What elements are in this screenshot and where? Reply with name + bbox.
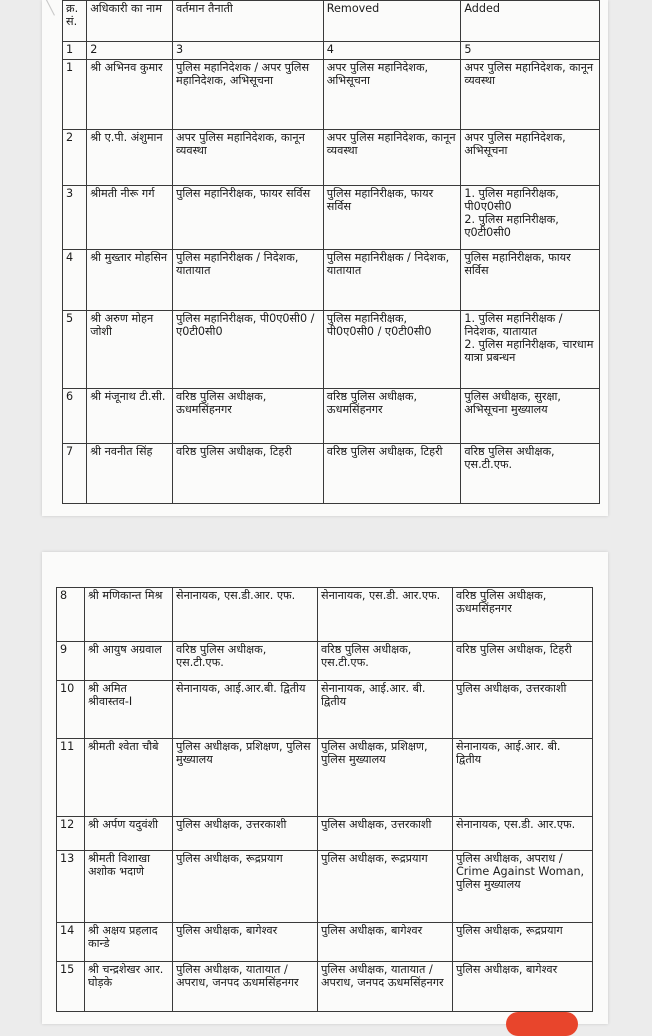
row-current-posting: सेनानायक, एस.डी.आर. एफ. xyxy=(173,588,318,642)
row-officer-name: श्री मुख्तार मोहसिन xyxy=(87,250,173,311)
column-number: 5 xyxy=(461,42,600,60)
row-removed: पुलिस अधीक्षक, यातायात / अपराध, जनपद ऊधमसिंहनगर xyxy=(318,962,453,1012)
row-sno: 11 xyxy=(57,739,85,817)
fold-mark-icon: ╲ xyxy=(46,0,55,16)
row-officer-name: श्री चन्द्रशेखर आर. घोड़के xyxy=(85,962,173,1012)
row-sno: 2 xyxy=(63,130,87,186)
header-sno: क्र. सं. xyxy=(63,1,87,42)
row-removed: पुलिस अधीक्षक, बागेश्वर xyxy=(318,923,453,962)
header-current-posting: वर्तमान तैनाती xyxy=(173,1,324,42)
row-added: अपर पुलिस महानिदेशक, कानून व्यवस्था xyxy=(461,60,600,130)
table-row xyxy=(57,642,593,681)
row-officer-name: श्री मणिकान्त मिश्र xyxy=(85,588,173,642)
row-sno: 4 xyxy=(63,250,87,311)
row-sno: 13 xyxy=(57,851,85,923)
row-current-posting: पुलिस अधीक्षक, रूद्रप्रयाग xyxy=(173,851,318,923)
row-removed: वरिष्ठ पुलिस अधीक्षक, ऊधमसिंहनगर xyxy=(323,389,461,444)
row-officer-name: श्री आयुष अग्रवाल xyxy=(85,642,173,681)
table-header-row xyxy=(63,1,600,42)
table-row xyxy=(57,817,593,851)
row-current-posting: पुलिस अधीक्षक, उत्तरकाशी xyxy=(173,817,318,851)
row-current-posting: पुलिस महानिदेशक / अपर पुलिस महानिदेशक, अभिसूचना xyxy=(173,60,324,130)
row-sno: 3 xyxy=(63,186,87,250)
row-added: पुलिस अधीक्षक, उत्तरकाशी xyxy=(453,681,593,739)
row-officer-name: श्री अभिनव कुमार xyxy=(87,60,173,130)
row-removed: पुलिस महानिरीक्षक, पी0ए0सी0 / ए0टी0सी0 xyxy=(323,311,461,389)
row-sno: 9 xyxy=(57,642,85,681)
row-removed: पुलिस महानिरीक्षक / निदेशक, यातायात xyxy=(323,250,461,311)
document-page-2 xyxy=(42,552,608,1024)
table-row xyxy=(63,60,600,130)
row-removed: पुलिस अधीक्षक, रूद्रप्रयाग xyxy=(318,851,453,923)
row-officer-name: श्रीमती नीरू गर्ग xyxy=(87,186,173,250)
column-number: 3 xyxy=(173,42,324,60)
row-added: 1. पुलिस महानिरीक्षक, पी0ए0सी0 2. पुलिस महानिरीक्षक, ए0टी0सी0 xyxy=(461,186,600,250)
header-officer-name: अधिकारी का नाम xyxy=(87,1,173,42)
table-row xyxy=(63,311,600,389)
row-current-posting: पुलिस महानिरीक्षक / निदेशक, यातायात xyxy=(173,250,324,311)
table-row xyxy=(57,681,593,739)
row-added: सेनानायक, एस.डी. आर.एफ. xyxy=(453,817,593,851)
row-added: 1. पुलिस महानिरीक्षक / निदेशक, यातायात 2. पुलिस महानिरीक्षक, चारधाम यात्रा प्रबन्धन xyxy=(461,311,600,389)
document-page-1 xyxy=(42,0,608,516)
row-added: वरिष्ठ पुलिस अधीक्षक, टिहरी xyxy=(453,642,593,681)
table-row xyxy=(57,739,593,817)
row-added: वरिष्ठ पुलिस अधीक्षक, एस.टी.एफ. xyxy=(461,444,600,504)
row-sno: 10 xyxy=(57,681,85,739)
table-row xyxy=(63,130,600,186)
header-removed: Removed xyxy=(323,1,461,42)
row-added: वरिष्ठ पुलिस अधीक्षक, ऊधमसिंहनगर xyxy=(453,588,593,642)
table-row xyxy=(57,588,593,642)
row-added: सेनानायक, आई.आर. बी. द्वितीय xyxy=(453,739,593,817)
column-number: 1 xyxy=(63,42,87,60)
row-sno: 8 xyxy=(57,588,85,642)
table-row xyxy=(57,851,593,923)
transfer-table-part-1 xyxy=(62,0,600,504)
row-officer-name: श्रीमती विशाखा अशोक भदाणे xyxy=(85,851,173,923)
row-current-posting: पुलिस अधीक्षक, प्रशिक्षण, पुलिस मुख्यालय xyxy=(173,739,318,817)
row-sno: 14 xyxy=(57,923,85,962)
row-officer-name: श्री ए.पी. अंशुमान xyxy=(87,130,173,186)
row-officer-name: श्रीमती श्वेता चौबे xyxy=(85,739,173,817)
row-current-posting: पुलिस महानिरीक्षक, फायर सर्विस xyxy=(173,186,324,250)
table-row xyxy=(63,186,600,250)
table-row xyxy=(63,389,600,444)
row-removed: पुलिस अधीक्षक, उत्तरकाशी xyxy=(318,817,453,851)
row-removed: सेनानायक, आई.आर. बी. द्वितीय xyxy=(318,681,453,739)
row-removed: वरिष्ठ पुलिस अधीक्षक, टिहरी xyxy=(323,444,461,504)
table-row xyxy=(63,444,600,504)
row-current-posting: वरिष्ठ पुलिस अधीक्षक, टिहरी xyxy=(173,444,324,504)
row-officer-name: श्री अमित श्रीवास्तव-I xyxy=(85,681,173,739)
row-officer-name: श्री नवनीत सिंह xyxy=(87,444,173,504)
row-current-posting: वरिष्ठ पुलिस अधीक्षक, ऊधमसिंहनगर xyxy=(173,389,324,444)
row-added: पुलिस अधीक्षक, रूद्रप्रयाग xyxy=(453,923,593,962)
transfer-table-part-2 xyxy=(56,587,593,1012)
row-added: पुलिस अधीक्षक, अपराध / Crime Against Woman, पुलिस मुख्यालय xyxy=(453,851,593,923)
row-sno: 7 xyxy=(63,444,87,504)
header-added: Added xyxy=(461,1,600,42)
row-added: अपर पुलिस महानिदेशक, अभिसूचना xyxy=(461,130,600,186)
row-officer-name: श्री अरुण मोहन जोशी xyxy=(87,311,173,389)
table-row xyxy=(63,250,600,311)
row-sno: 6 xyxy=(63,389,87,444)
row-current-posting: पुलिस अधीक्षक, यातायात / अपराध, जनपद ऊधमसिंहनगर xyxy=(173,962,318,1012)
column-number: 4 xyxy=(323,42,461,60)
row-removed: अपर पुलिस महानिदेशक, कानून व्यवस्था xyxy=(323,130,461,186)
row-sno: 15 xyxy=(57,962,85,1012)
row-added: पुलिस अधीक्षक, बागेश्वर xyxy=(453,962,593,1012)
table-row xyxy=(57,923,593,962)
floating-action-badge[interactable] xyxy=(506,1012,578,1036)
row-added: पुलिस अधीक्षक, सुरक्षा, अभिसूचना मुख्यालय xyxy=(461,389,600,444)
row-removed: अपर पुलिस महानिदेशक, अभिसूचना xyxy=(323,60,461,130)
row-current-posting: पुलिस महानिरीक्षक, पी0ए0सी0 / ए0टी0सी0 xyxy=(173,311,324,389)
column-number-row xyxy=(63,42,600,60)
row-current-posting: अपर पुलिस महानिदेशक, कानून व्यवस्था xyxy=(173,130,324,186)
table-row xyxy=(57,962,593,1012)
row-sno: 1 xyxy=(63,60,87,130)
row-removed: पुलिस महानिरीक्षक, फायर सर्विस xyxy=(323,186,461,250)
row-added: पुलिस महानिरीक्षक, फायर सर्विस xyxy=(461,250,600,311)
row-current-posting: वरिष्ठ पुलिस अधीक्षक, एस.टी.एफ. xyxy=(173,642,318,681)
row-removed: सेनानायक, एस.डी. आर.एफ. xyxy=(318,588,453,642)
row-sno: 12 xyxy=(57,817,85,851)
row-sno: 5 xyxy=(63,311,87,389)
row-current-posting: पुलिस अधीक्षक, बागेश्वर xyxy=(173,923,318,962)
row-officer-name: श्री अर्पण यदुवंशी xyxy=(85,817,173,851)
row-officer-name: श्री अक्षय प्रहलाद कान्डे xyxy=(85,923,173,962)
row-removed: वरिष्ठ पुलिस अधीक्षक, एस.टी.एफ. xyxy=(318,642,453,681)
row-removed: पुलिस अधीक्षक, प्रशिक्षण, पुलिस मुख्यालय xyxy=(318,739,453,817)
row-officer-name: श्री मंजूनाथ टी.सी. xyxy=(87,389,173,444)
row-current-posting: सेनानायक, आई.आर.बी. द्वितीय xyxy=(173,681,318,739)
column-number: 2 xyxy=(87,42,173,60)
